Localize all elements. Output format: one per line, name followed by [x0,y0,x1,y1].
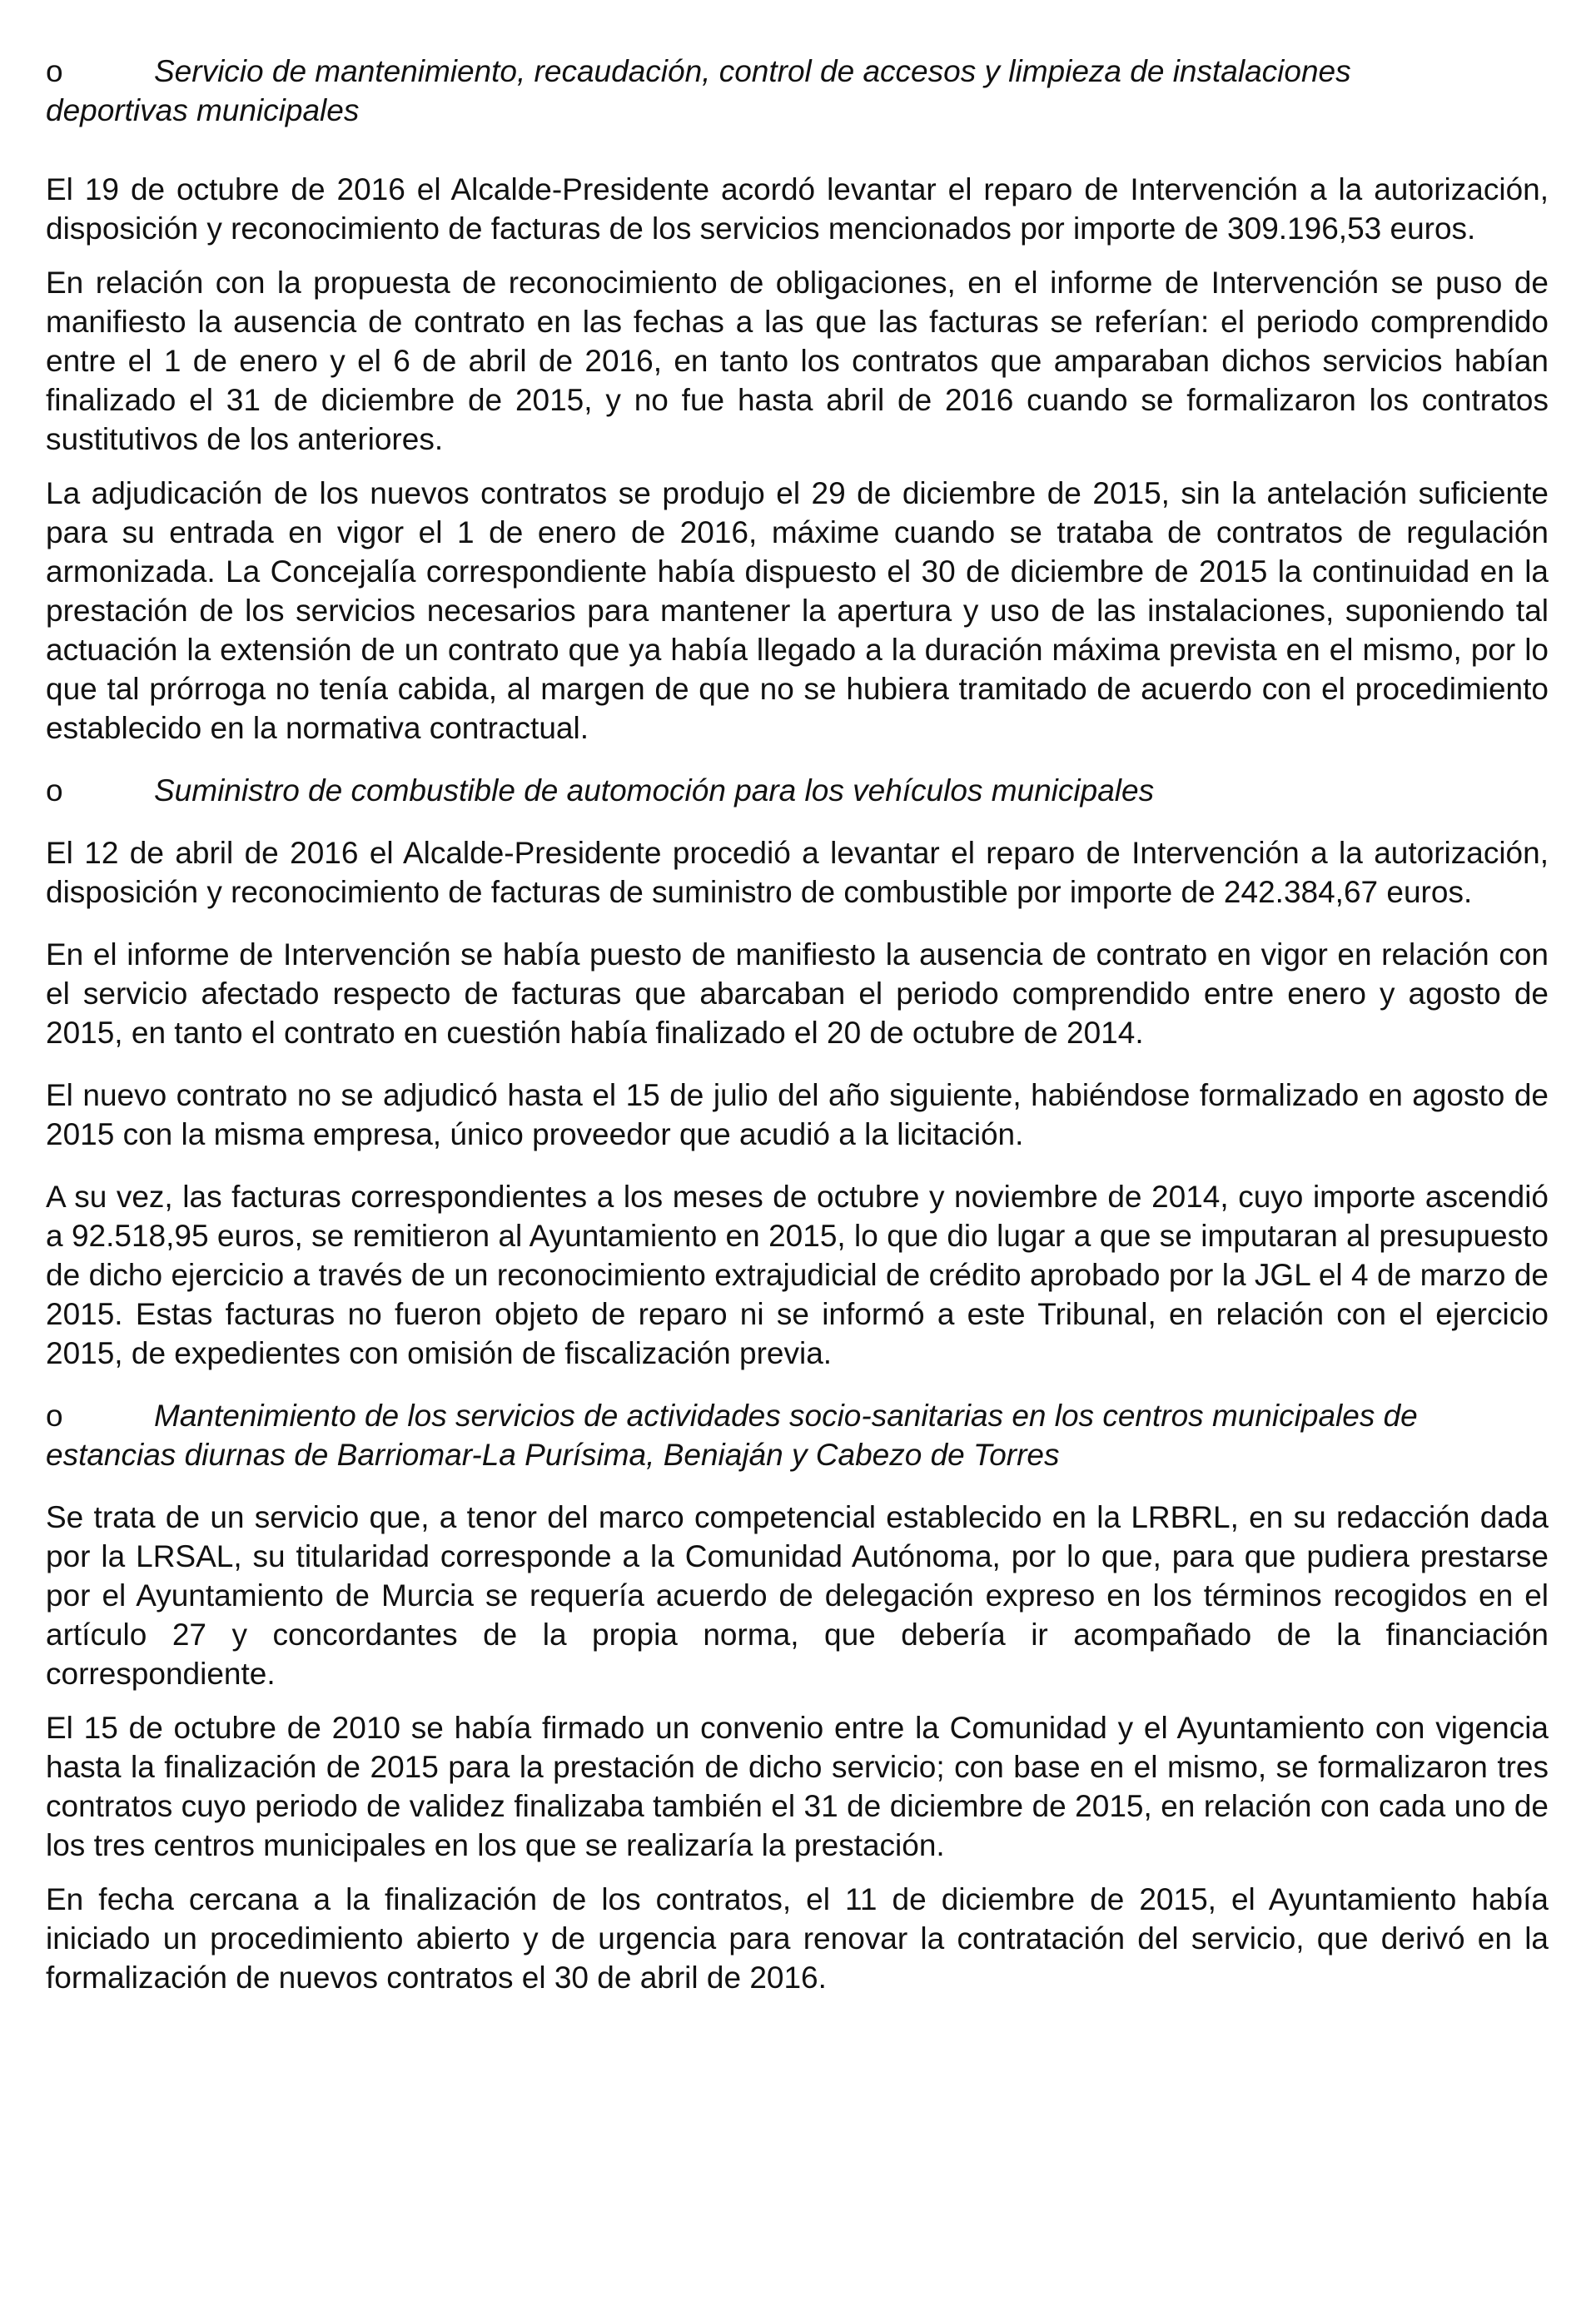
bullet-marker: o [46,54,63,88]
document-page [46,52,1549,1997]
paragraph: Se trata de un servicio que, a tenor del marco competencial establecido en la LRBRL, en su redacción dada por la LRSAL, su titularidad corresponde a la Comunidad Autónoma, por lo que, para que pudiera prestarse por el Ayuntamiento de Murcia se requería acuerdo de delegación expreso en los términos recogidos en el artículo 27 y concordantes de la propia norma, que debería ir acompañado de la financiación correspondiente. [46,1500,1549,1691]
paragraph: El 12 de abril de 2016 el Alcalde-Presidente procedió a levantar el reparo de Intervención a la autorización, disposición y reconocimiento de facturas de suministro de combustible por importe de 242.384,67 euros. [46,836,1549,909]
paragraph: En relación con la propuesta de reconocimiento de obligaciones, en el informe de Intervención se puso de manifiesto la ausencia de contrato en las fechas a las que las facturas se referían: el periodo comprendido entre el 1 de enero y el 6 de abril de 2016, en tanto los contratos que amparaban dichos servicios habían finalizado el 31 de diciembre de 2015, y no fue hasta abril de 2016 cuando se formalizaron los contratos sustitutivos de los anteriores. [46,266,1549,456]
paragraph: El 19 de octubre de 2016 el Alcalde-Presidente acordó levantar el reparo de Intervención a la autorización, disposición y reconocimiento de facturas de los servicios mencionados por importe de 309.196,53 euros. [46,172,1549,246]
section-heading-line: deportivas municipales [46,93,360,127]
paragraph: El nuevo contrato no se adjudicó hasta el 15 de julio del año siguiente, habiéndose formalizado en agosto de 2015 con la misma empresa, único proveedor que acudió a la licitación. [46,1078,1549,1151]
paragraph: La adjudicación de los nuevos contratos se produjo el 29 de diciembre de 2015, sin la antelación suficiente para su entrada en vigor el 1 de enero de 2016, máxime cuando se trataba de contratos de regulación armonizada. La Concejalía correspondiente había dispuesto el 30 de diciembre de 2015 la continuidad en la prestación de los servicios necesarios para mantener la apertura y uso de las instalaciones, suponiendo tal actuación la extensión de un contrato que ya había llegado a la duración máxima prevista en el mismo, por lo que tal prórroga no tenía cabida, al margen de que no se hubiera tramitado de acuerdo con el procedimiento establecido en la normativa contractual. [46,476,1549,745]
bullet-marker: o [46,1399,63,1433]
paragraph: En el informe de Intervención se había puesto de manifiesto la ausencia de contrato en vigor en relación con el servicio afectado respecto de facturas que abarcaban el periodo comprendido entre enero y agosto de 2015, en tanto el contrato en cuestión había finalizado el 20 de octubre de 2014. [46,937,1549,1050]
section-heading-line: Servicio de mantenimiento, recaudación, control de accesos y limpieza de instalaciones [154,54,1351,88]
paragraph: En fecha cercana a la finalización de los contratos, el 11 de diciembre de 2015, el Ayuntamiento había iniciado un procedimiento abierto y de urgencia para renovar la contratación del servicio, que derivó en la formalización de nuevos contratos el 30 de abril de 2016. [46,1882,1549,1995]
paragraph: A su vez, las facturas correspondientes a los meses de octubre y noviembre de 2014, cuyo importe ascendió a 92.518,95 euros, se remitieron al Ayuntamiento en 2015, lo que dio lugar a que se imputaran al presupuesto de dicho ejercicio a través de un reconocimiento extrajudicial de crédito aprobado por la JGL el 4 de marzo de 2015. Estas facturas no fueron objeto de reparo ni se informó a este Tribunal, en relación con el ejercicio 2015, de expedientes con omisión de fiscalización previa. [46,1180,1549,1370]
paragraph: El 15 de octubre de 2010 se había firmado un convenio entre la Comunidad y el Ayuntamiento con vigencia hasta la finalización de 2015 para la prestación de dicho servicio; con base en el mismo, se formalizaron tres contratos cuyo periodo de validez finalizaba también el 31 de diciembre de 2015, en relación con cada uno de los tres centros municipales en los que se realizaría la prestación. [46,1711,1549,1862]
section-heading-line: Suministro de combustible de automoción para los vehículos municipales [154,773,1155,808]
section-heading [46,52,1549,130]
section-heading-line: estancias diurnas de Barriomar-La Purísima, Beniaján y Cabezo de Torres [46,1438,1060,1472]
bullet-marker: o [46,773,63,808]
section-heading [46,1396,1549,1474]
section-heading [46,771,1549,810]
section-heading-line: Mantenimiento de los servicios de actividades socio-sanitarias en los centros municipales de [154,1399,1418,1433]
